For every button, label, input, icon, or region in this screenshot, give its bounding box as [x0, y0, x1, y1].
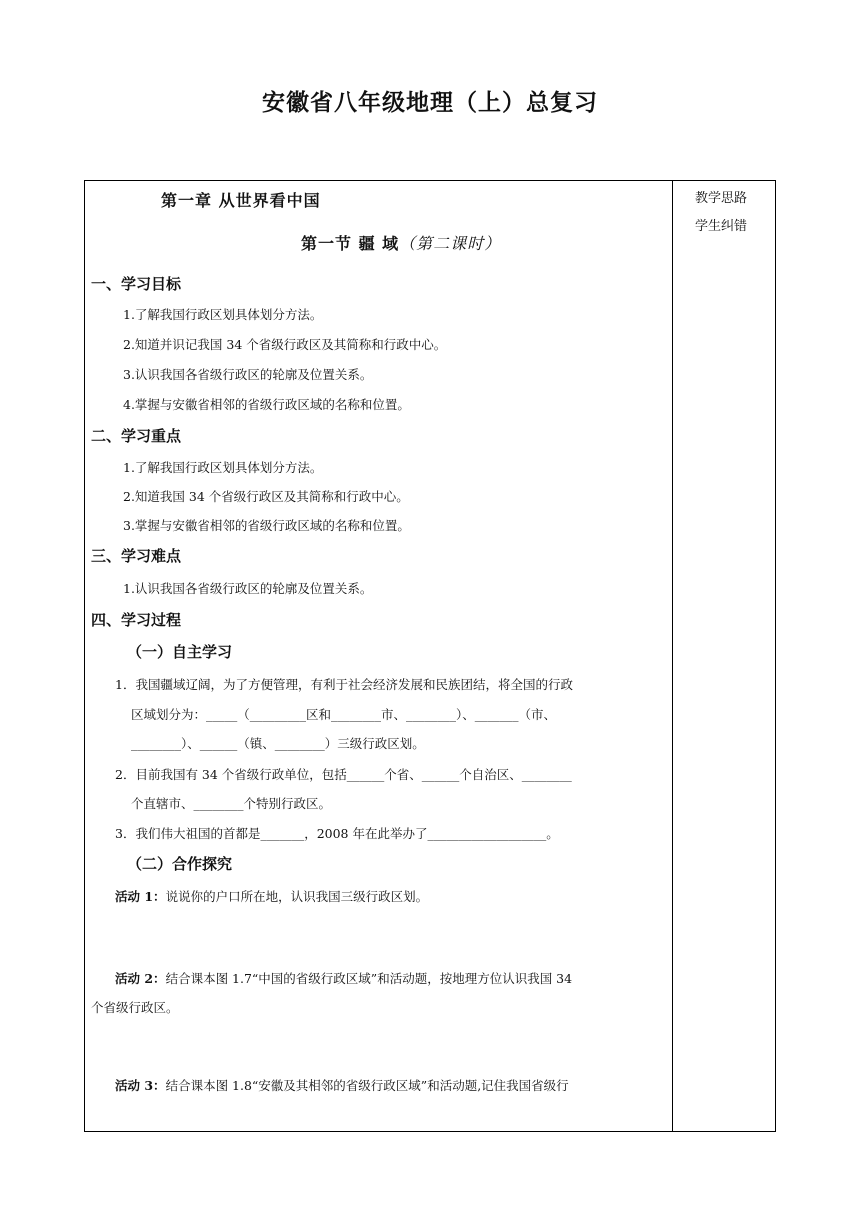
keypoint-item: 1.了解我国行政区划具体划分方法。 — [123, 460, 323, 475]
question-3: 3．我们伟大祖国的首都是_______，2008 年在此举办了___________________。 — [115, 826, 559, 841]
activity-1-text: 说说你的户口所在地，认识我国三级行政区划。 — [165, 889, 429, 904]
process-heading: 四、学习过程 — [91, 611, 182, 629]
goal-item: 2.知道并识记我国 34 个省级行政区及其简称和行政中心。 — [123, 337, 447, 352]
side-column — [695, 185, 747, 241]
question-2-line-1: 2．目前我国有 34 个省级行政单位，包括______个省、______个自治区、________ — [115, 767, 572, 782]
activity-3-text: 结合课本图 1.8“安徽及其相邻的省级行政区域”和活动题,记住我国省级行 — [165, 1078, 569, 1093]
side-teaching-ideas: 教学思路 — [695, 191, 748, 206]
goals-heading: 一、学习目标 — [91, 275, 182, 293]
difficulties-heading: 三、学习难点 — [91, 547, 182, 565]
activity-2 — [115, 969, 572, 987]
difficulty-item: 1.认识我国各省级行政区的轮廓及位置关系。 — [123, 581, 373, 596]
page-title: 安徽省八年级地理（上）总复习 — [262, 90, 598, 116]
activity-2-text: 结合课本图 1.7“中国的省级行政区域”和活动题，按地理方位认识我国 34 — [165, 971, 573, 986]
self-study-heading: （一）自主学习 — [127, 643, 233, 661]
keypoint-item: 3.掌握与安徽省相邻的省级行政区域的名称和位置。 — [123, 518, 410, 533]
goal-item: 3.认识我国各省级行政区的轮廓及位置关系。 — [123, 367, 373, 382]
goal-item: 1.了解我国行政区划具体划分方法。 — [123, 307, 323, 322]
side-student-corrections: 学生纠错 — [695, 219, 748, 234]
keypoints-heading: 二、学习重点 — [91, 427, 182, 445]
cooperation-heading: （二）合作探究 — [127, 855, 233, 873]
section-heading — [301, 231, 501, 254]
chapter-heading: 第一章 从世界看中国 — [161, 191, 321, 210]
column-divider — [672, 181, 673, 1131]
question-1-line-1: 1．我国疆域辽阔，为了方便管理，有利于社会经济发展和民族团结，将全国的行政 — [115, 677, 573, 692]
question-2-line-2: 个直辖市、________个特别行政区。 — [131, 796, 332, 811]
goal-item: 4.掌握与安徽省相邻的省级行政区域的名称和位置。 — [123, 397, 410, 412]
activity-2-label: 活动 2： — [115, 971, 166, 986]
activity-2-continued: 个省级行政区。 — [91, 1000, 179, 1015]
activity-1-label: 活动 1： — [115, 889, 166, 904]
lesson-table — [84, 180, 776, 1132]
keypoint-item: 2.知道我国 34 个省级行政区及其简称和行政中心。 — [123, 489, 409, 504]
section-subtitle: （第二课时） — [399, 234, 502, 253]
activity-1 — [115, 887, 428, 905]
question-1-line-3: ________）、______（镇、________）三级行政区划。 — [131, 736, 425, 751]
question-1-line-2: 区域划分为：_____（_________区和________市、________）、_______（市、 — [131, 707, 557, 722]
section-title: 第一节 疆 域 — [301, 234, 400, 253]
activity-3 — [115, 1076, 569, 1094]
activity-3-label: 活动 3： — [115, 1078, 166, 1093]
